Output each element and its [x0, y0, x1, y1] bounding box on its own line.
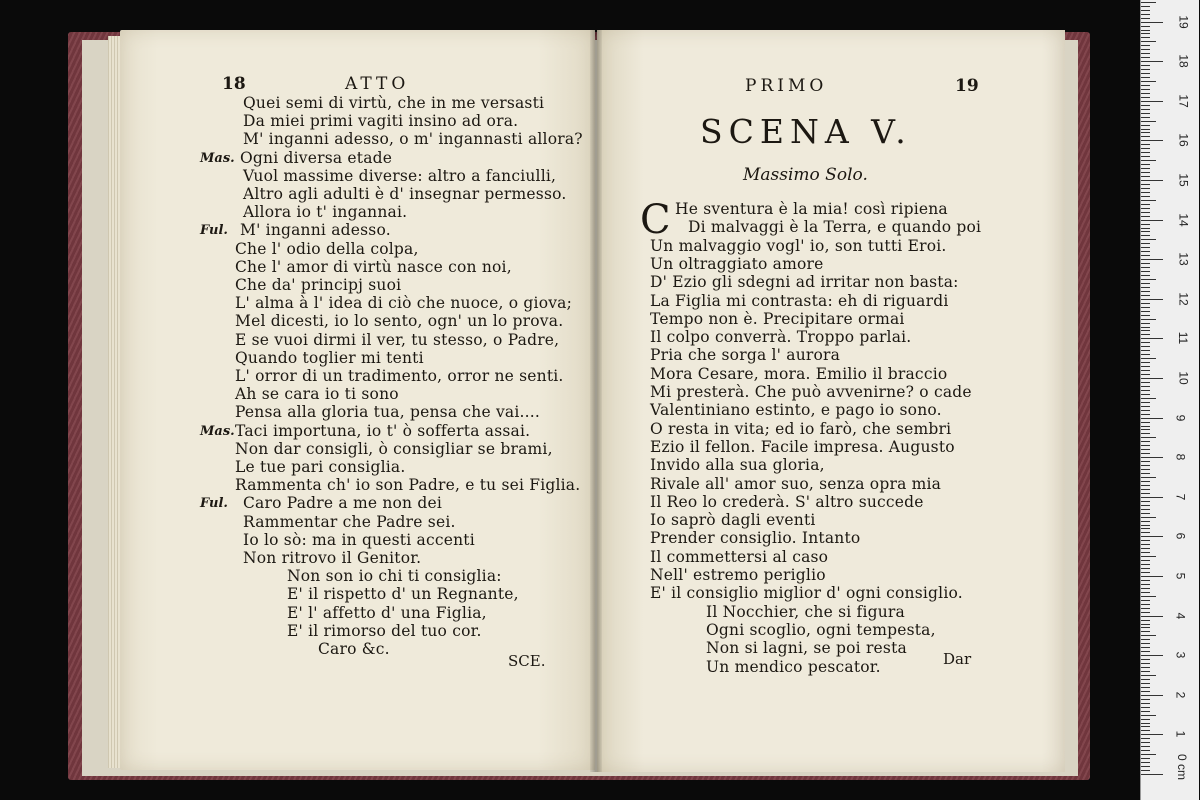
- ruler-tick: [1141, 734, 1163, 735]
- verse-line: Non ritrovo il Genitor.: [243, 549, 422, 567]
- ruler-number: 17: [1176, 94, 1191, 108]
- ruler-tick: [1141, 580, 1150, 581]
- ruler-tick: [1141, 295, 1150, 296]
- ruler-tick: [1141, 449, 1150, 450]
- ruler-tick: [1141, 501, 1150, 502]
- ruler-tick: [1141, 517, 1156, 518]
- drop-cap: C: [640, 197, 671, 243]
- ruler-tick: [1141, 196, 1150, 197]
- ruler-tick: [1141, 461, 1150, 462]
- ruler-tick: [1141, 327, 1150, 328]
- ruler-tick: [1141, 65, 1150, 66]
- right-running-head: PRIMO: [745, 76, 828, 96]
- ruler-tick: [1141, 556, 1156, 557]
- verse-line: Le tue pari consiglia.: [235, 458, 406, 476]
- ruler-tick: [1141, 160, 1156, 161]
- ruler-tick: [1141, 687, 1150, 688]
- ruler-tick: [1141, 703, 1150, 704]
- ruler-tick: [1141, 251, 1150, 252]
- ruler-tick: [1141, 259, 1163, 260]
- ruler-tick: [1141, 45, 1150, 46]
- verse-line: Valentiniano estinto, e pago io sono.: [650, 401, 942, 420]
- right-page-number: 19: [955, 76, 979, 96]
- ruler-tick: [1141, 49, 1150, 50]
- ruler-number: 10: [1176, 371, 1191, 385]
- verse-line: Pensa alla gloria tua, pensa che vai....: [235, 403, 541, 422]
- verse-line: Un oltraggiato amore: [650, 254, 824, 273]
- ruler-number: 12: [1176, 292, 1191, 306]
- ruler-tick: [1141, 10, 1150, 11]
- verse-line: Invido alla sua gloria,: [650, 456, 825, 475]
- speaker-label: Mas.: [200, 150, 235, 166]
- ruler-tick: [1141, 762, 1150, 763]
- ruler-number: 4: [1173, 612, 1188, 619]
- ruler-tick: [1141, 307, 1150, 308]
- ruler-tick: [1141, 136, 1150, 137]
- ruler-tick: [1141, 77, 1150, 78]
- ruler-tick: [1141, 655, 1163, 656]
- verse-line: Pria che sorga l' aurora: [650, 346, 841, 365]
- verse-line: Che l' odio della colpa,: [235, 239, 419, 258]
- verse-line: Rivale all' amor suo, senza opra mia: [650, 474, 942, 493]
- verse-line: He sventura è la mia! così ripiena: [675, 200, 948, 218]
- ruler-tick: [1141, 125, 1150, 126]
- ruler-tick: [1141, 176, 1150, 177]
- ruler-tick: [1141, 406, 1150, 407]
- verse-line: Il Nocchier, che si figura: [706, 602, 905, 621]
- ruler-tick: [1141, 311, 1150, 312]
- ruler-tick: [1141, 477, 1156, 478]
- verse-line: Il colpo converrà. Troppo parlai.: [650, 328, 912, 347]
- ruler-tick: [1141, 584, 1150, 585]
- left-page-number: 18: [222, 74, 246, 94]
- ruler-tick: [1141, 350, 1150, 351]
- ruler-tick: [1141, 536, 1163, 537]
- ruler-tick: [1141, 279, 1156, 280]
- ruler-tick: [1141, 235, 1150, 236]
- ruler-tick: [1141, 754, 1156, 755]
- verse-line: Di malvaggi è la Terra, e quando poi: [688, 218, 982, 237]
- ruler-tick: [1141, 465, 1150, 466]
- ruler-tick: [1141, 267, 1150, 268]
- ruler-tick: [1141, 390, 1150, 391]
- ruler-tick: [1141, 457, 1163, 458]
- verse-line: Mora Cesare, mora. Emilio il braccio: [650, 364, 948, 383]
- ruler-tick: [1141, 540, 1150, 541]
- verse-line: Quei semi di virtù, che in me versasti: [243, 94, 545, 112]
- ruler-number: 11: [1176, 332, 1191, 345]
- verse-line: Ogni scoglio, ogni tempesta,: [706, 620, 936, 639]
- ruler-tick: [1141, 303, 1150, 304]
- verse-line: M' inganni adesso, o m' ingannasti allora?: [243, 130, 583, 149]
- ruler-number: 7: [1173, 493, 1188, 501]
- ruler-number: 8: [1173, 453, 1188, 461]
- ruler-tick: [1141, 758, 1150, 759]
- ruler-number: 2: [1173, 691, 1188, 699]
- ruler-tick: [1141, 572, 1150, 573]
- verse-line: Mel dicesti, io lo sento, ogn' un lo prova.: [235, 312, 564, 331]
- ruler-tick: [1141, 719, 1150, 720]
- ruler-tick: [1141, 148, 1150, 149]
- ruler-tick: [1141, 624, 1150, 625]
- ruler-tick: [1141, 113, 1150, 114]
- ruler-tick: [1141, 596, 1156, 597]
- ruler-tick: [1141, 216, 1150, 217]
- verse-line: Il commettersi al caso: [650, 547, 829, 566]
- scene-title: SCENA V.: [700, 112, 912, 151]
- ruler-tick: [1141, 509, 1150, 510]
- speaker-label: Ful.: [200, 496, 228, 512]
- ruler-tick: [1141, 121, 1156, 122]
- ruler-number: 16: [1176, 133, 1191, 148]
- verse-line: Rammenta ch' io son Padre, e tu sei Figlia.: [235, 476, 581, 495]
- ruler-tick: [1141, 770, 1150, 771]
- ruler-tick: [1141, 85, 1150, 86]
- ruler-tick: [1141, 247, 1150, 248]
- ruler-tick: [1141, 283, 1150, 284]
- ruler-tick: [1141, 564, 1150, 565]
- ruler-tick: [1141, 101, 1163, 102]
- ruler-tick: [1141, 695, 1163, 696]
- ruler-tick: [1141, 528, 1150, 529]
- verse-line: E' il consiglio miglior d' ogni consiglio.: [650, 584, 963, 603]
- ruler-unit-label: 0 cm: [1175, 753, 1190, 781]
- ruler-tick: [1141, 651, 1150, 652]
- ruler-tick: [1141, 513, 1150, 514]
- ruler-tick: [1141, 418, 1163, 419]
- ruler-tick: [1141, 441, 1150, 442]
- ruler-tick: [1141, 2, 1156, 3]
- ruler-tick: [1141, 746, 1150, 747]
- ruler-tick: [1141, 394, 1150, 395]
- verse-line: Non dar consigli, ò consigliar se brami,: [235, 439, 553, 458]
- ruler-tick: [1141, 711, 1150, 712]
- ruler-tick: [1141, 81, 1156, 82]
- ruler-tick: [1141, 627, 1150, 628]
- ruler-tick: [1141, 140, 1163, 141]
- ruler-tick: [1141, 271, 1150, 272]
- ruler-tick: [1141, 398, 1156, 399]
- ruler-tick: [1141, 370, 1150, 371]
- ruler-tick: [1141, 22, 1163, 23]
- ruler-tick: [1141, 643, 1150, 644]
- ruler-tick: [1141, 382, 1150, 383]
- ruler-tick: [1141, 588, 1150, 589]
- verse-line: Ah se cara io ti sono: [235, 385, 399, 404]
- ruler-tick: [1141, 342, 1150, 343]
- verse-line: Non son io chi ti consiglia:: [287, 567, 502, 586]
- ruler-tick: [1141, 552, 1150, 553]
- ruler-tick: [1141, 192, 1150, 193]
- verse-line: Ogni diversa etade: [240, 148, 393, 167]
- verse-line: D' Ezio gli sdegni ad irritar non basta:: [650, 273, 959, 292]
- ruler-tick: [1141, 275, 1150, 276]
- verse-line: La Figlia mi contrasta: eh di riguardi: [650, 291, 949, 310]
- ruler-tick: [1141, 726, 1150, 727]
- ruler-tick: [1141, 243, 1150, 244]
- measuring-ruler: [1140, 0, 1199, 800]
- ruler-tick: [1141, 521, 1150, 522]
- ruler-tick: [1141, 620, 1150, 621]
- ruler-tick: [1141, 647, 1150, 648]
- ruler-tick: [1141, 354, 1150, 355]
- ruler-tick: [1141, 239, 1156, 240]
- ruler-tick: [1141, 766, 1150, 767]
- ruler-tick: [1141, 41, 1156, 42]
- ruler-tick: [1141, 600, 1150, 601]
- ruler-tick: [1141, 568, 1150, 569]
- ruler-tick: [1141, 164, 1150, 165]
- ruler-tick: [1141, 453, 1150, 454]
- verse-line: Tempo non è. Precipitare ormai: [650, 309, 905, 328]
- ruler-tick: [1141, 429, 1150, 430]
- ruler-tick: [1141, 402, 1150, 403]
- verse-line: Ezio il fellon. Facile impresa. Augusto: [650, 437, 955, 456]
- right-catchword: Dar: [943, 650, 972, 668]
- verse-line: O resta in vita; ed io farò, che sembri: [650, 419, 952, 438]
- ruler-tick: [1141, 433, 1150, 434]
- scene-subtitle: Massimo Solo.: [743, 165, 868, 185]
- ruler-tick: [1141, 299, 1163, 300]
- speaker-label: Mas.: [200, 423, 235, 439]
- ruler-tick: [1141, 338, 1163, 339]
- ruler-tick: [1141, 469, 1150, 470]
- ruler-tick: [1141, 330, 1150, 331]
- verse-line: Io saprò dagli eventi: [650, 511, 816, 530]
- ruler-tick: [1141, 263, 1150, 264]
- ruler-tick: [1141, 616, 1163, 617]
- verse-line: Vuol massime diverse: altro a fanciulli,: [243, 166, 557, 185]
- ruler-tick: [1141, 231, 1150, 232]
- verse-line: Che l' amor di virtù nasce con noi,: [235, 257, 512, 276]
- verse-line: Che da' principj suoi: [235, 276, 402, 294]
- ruler-tick: [1141, 168, 1150, 169]
- ruler-tick: [1141, 69, 1150, 70]
- ruler-tick: [1141, 386, 1150, 387]
- ruler-tick: [1141, 188, 1150, 189]
- ruler-number: 6: [1173, 533, 1188, 540]
- ruler-tick: [1141, 715, 1156, 716]
- ruler-tick: [1141, 635, 1156, 636]
- ruler-tick: [1141, 30, 1150, 31]
- ruler-tick: [1141, 774, 1163, 775]
- ruler-tick: [1141, 481, 1150, 482]
- ruler-tick: [1141, 378, 1163, 379]
- ruler-tick: [1141, 184, 1150, 185]
- ruler-number: 3: [1173, 651, 1188, 659]
- ruler-tick: [1141, 156, 1150, 157]
- ruler-tick: [1141, 679, 1150, 680]
- ruler-tick: [1141, 18, 1150, 19]
- ruler-tick: [1141, 612, 1150, 613]
- ruler-tick: [1141, 671, 1150, 672]
- ruler-tick: [1141, 675, 1156, 676]
- ruler-tick: [1141, 730, 1150, 731]
- verse-line: Il Reo lo crederà. S' altro succede: [650, 492, 924, 511]
- ruler-tick: [1141, 699, 1150, 700]
- ruler-tick: [1141, 315, 1150, 316]
- ruler-tick: [1141, 152, 1150, 153]
- verse-line: Un malvaggio vogl' io, son tutti Eroi.: [650, 236, 947, 255]
- book-gutter: [590, 30, 602, 772]
- ruler-tick: [1141, 422, 1150, 423]
- ruler-tick: [1141, 505, 1150, 506]
- left-running-head: ATTO: [345, 74, 410, 94]
- ruler-tick: [1141, 663, 1150, 664]
- ruler-tick: [1141, 109, 1150, 110]
- ruler-tick: [1141, 287, 1150, 288]
- ruler-number: 13: [1176, 252, 1191, 266]
- ruler-tick: [1141, 89, 1150, 90]
- ruler-tick: [1141, 742, 1150, 743]
- ruler-tick: [1141, 132, 1150, 133]
- ruler-tick: [1141, 659, 1150, 660]
- ruler-number: 1: [1173, 731, 1188, 738]
- speaker-label: Ful.: [200, 223, 228, 239]
- verse-line: Quando toglier mi tenti: [235, 348, 424, 367]
- ruler-number: 9: [1173, 414, 1188, 421]
- ruler-tick: [1141, 608, 1150, 609]
- ruler-tick: [1141, 631, 1150, 632]
- ruler-tick: [1141, 723, 1150, 724]
- verse-line: Allora io t' ingannai.: [243, 203, 408, 222]
- ruler-tick: [1141, 291, 1150, 292]
- ruler-tick: [1141, 93, 1150, 94]
- verse-line: L' alma à l' idea di ciò che nuoce, o giova;: [235, 294, 573, 313]
- ruler-tick: [1141, 473, 1150, 474]
- verse-line: Non si lagni, se poi resta: [706, 639, 907, 658]
- verse-line: Caro Padre a me non dei: [243, 494, 443, 513]
- ruler-tick: [1141, 667, 1150, 668]
- verse-line: Altro agli adulti è d' insegnar permesso.: [243, 185, 567, 203]
- verse-line: E' il rispetto d' un Regnante,: [287, 585, 519, 604]
- verse-line: L' orror di un tradimento, orror ne senti.: [235, 367, 564, 385]
- ruler-tick: [1141, 548, 1150, 549]
- ruler-tick: [1141, 37, 1150, 38]
- ruler-tick: [1141, 53, 1150, 54]
- ruler-tick: [1141, 750, 1150, 751]
- ruler-number: 19: [1176, 14, 1191, 29]
- ruler-tick: [1141, 117, 1150, 118]
- ruler-tick: [1141, 208, 1150, 209]
- ruler-tick: [1141, 426, 1150, 427]
- ruler-tick: [1141, 319, 1156, 320]
- ruler-tick: [1141, 220, 1163, 221]
- ruler-tick: [1141, 180, 1163, 181]
- ruler-tick: [1141, 639, 1150, 640]
- ruler-tick: [1141, 57, 1150, 58]
- ruler-tick: [1141, 6, 1150, 7]
- ruler-tick: [1141, 560, 1150, 561]
- ruler-tick: [1141, 144, 1150, 145]
- verse-line: Nell' estremo periglio: [650, 566, 826, 584]
- verse-line: Taci importuna, io t' ò sofferta assai.: [235, 421, 531, 440]
- ruler-tick: [1141, 212, 1150, 213]
- ruler-tick: [1141, 410, 1150, 411]
- verse-line: M' inganni adesso.: [240, 221, 391, 240]
- ruler-tick: [1141, 362, 1150, 363]
- ruler-tick: [1141, 334, 1150, 335]
- ruler-tick: [1141, 604, 1150, 605]
- ruler-tick: [1141, 691, 1150, 692]
- ruler-tick: [1141, 445, 1150, 446]
- ruler-tick: [1141, 738, 1150, 739]
- ruler-tick: [1141, 61, 1163, 62]
- ruler-tick: [1141, 592, 1150, 593]
- ruler-tick: [1141, 224, 1150, 225]
- ruler-tick: [1141, 129, 1150, 130]
- ruler-tick: [1141, 414, 1150, 415]
- ruler-tick: [1141, 97, 1150, 98]
- ruler-tick: [1141, 346, 1150, 347]
- left-catchword: SCE.: [508, 652, 546, 670]
- ruler-tick: [1141, 532, 1150, 533]
- ruler-number: 5: [1173, 572, 1188, 580]
- ruler-tick: [1141, 73, 1150, 74]
- verse-line: E' il rimorso del tuo cor.: [287, 621, 482, 640]
- verse-line: Mi presterà. Che può avvenirne? o cade: [650, 383, 972, 401]
- ruler-tick: [1141, 576, 1163, 577]
- ruler-tick: [1141, 33, 1150, 34]
- ruler-tick: [1141, 485, 1150, 486]
- ruler-tick: [1141, 172, 1150, 173]
- verse-line: Rammentar che Padre sei.: [243, 512, 456, 531]
- ruler-tick: [1141, 374, 1150, 375]
- ruler-number: 18: [1176, 54, 1191, 68]
- verse-line: E se vuoi dirmi il ver, tu stesso, o Padre,: [235, 330, 560, 349]
- ruler-tick: [1141, 544, 1150, 545]
- verse-line: Un mendico pescator.: [706, 657, 881, 676]
- ruler-tick: [1141, 493, 1150, 494]
- ruler-tick: [1141, 707, 1150, 708]
- ruler-tick: [1141, 683, 1150, 684]
- ruler-tick: [1141, 489, 1150, 490]
- ruler-number: 14: [1176, 212, 1191, 227]
- ruler-tick: [1141, 437, 1156, 438]
- verse-line: Da miei primi vagiti insino ad ora.: [243, 112, 519, 131]
- ruler-tick: [1141, 366, 1150, 367]
- verse-line: Prender consiglio. Intanto: [650, 529, 861, 548]
- ruler-tick: [1141, 323, 1150, 324]
- verse-line: Io lo sò: ma in questi accenti: [243, 530, 475, 549]
- ruler-tick: [1141, 26, 1150, 27]
- ruler-tick: [1141, 525, 1150, 526]
- verse-line: Caro &c.: [318, 640, 390, 658]
- ruler-tick: [1141, 204, 1150, 205]
- ruler-tick: [1141, 200, 1156, 201]
- ruler-tick: [1141, 497, 1163, 498]
- ruler-tick: [1141, 255, 1150, 256]
- ruler-tick: [1141, 14, 1150, 15]
- verse-line: E' l' affetto d' una Figlia,: [287, 603, 487, 622]
- ruler-tick: [1141, 358, 1156, 359]
- ruler-tick: [1141, 105, 1150, 106]
- ruler-number: 15: [1176, 173, 1191, 187]
- ruler-tick: [1141, 228, 1150, 229]
